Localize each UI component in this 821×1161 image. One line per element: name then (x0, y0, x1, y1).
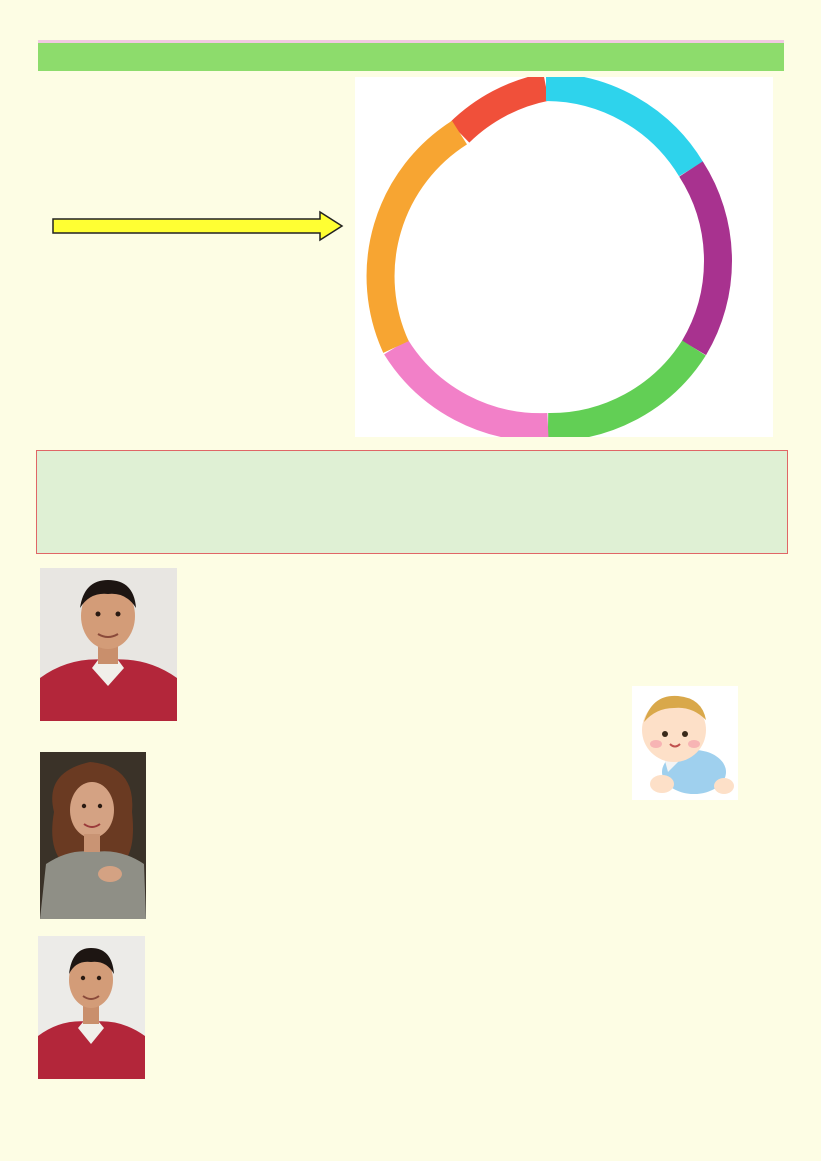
character-wheel (355, 77, 773, 437)
right-arrow-icon (52, 210, 344, 242)
ross-photo-1 (40, 568, 177, 721)
page-title (38, 40, 784, 71)
top-heart-border (0, 2, 821, 26)
left-heart-border (6, 0, 30, 1161)
right-heart-border (790, 0, 814, 1161)
susan-photo (40, 752, 146, 919)
dialogue-intro-box (36, 450, 788, 554)
bottom-heart-border (0, 1125, 821, 1149)
baby-illustration (632, 686, 738, 800)
ross-photo-2 (38, 936, 145, 1079)
